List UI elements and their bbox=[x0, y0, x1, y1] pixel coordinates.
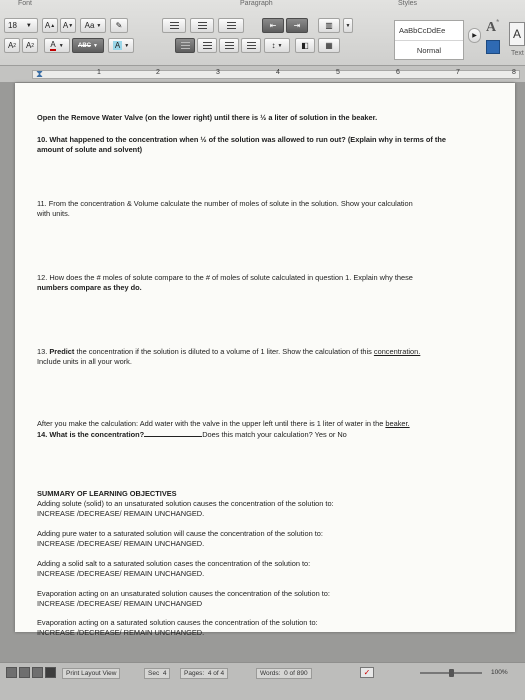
line-spacing-button[interactable] bbox=[264, 38, 290, 53]
multilevel-list-button[interactable] bbox=[218, 18, 244, 33]
columns-dropdown[interactable] bbox=[343, 18, 353, 33]
after-calculation-line: After you make the calculation: Add water with the valve in the upper left until there is 1 liter of water in the beaker. bbox=[37, 419, 410, 428]
columns-button[interactable] bbox=[318, 18, 340, 33]
shading-button[interactable] bbox=[295, 38, 315, 53]
status-bar bbox=[0, 662, 525, 700]
justify-button[interactable] bbox=[241, 38, 261, 53]
indent-icon: ⇥ bbox=[293, 21, 301, 30]
subscript-button[interactable]: A 2 bbox=[22, 38, 38, 53]
section-indicator: Sec 4 bbox=[144, 668, 170, 679]
caret-up-icon: ▲ bbox=[50, 22, 56, 29]
outdent-icon: ⇤ bbox=[269, 21, 277, 30]
summary-2-line-1: Adding pure water to a saturated solution will cause the concentration of the solution to: bbox=[37, 529, 323, 538]
eraser-icon: ✎ bbox=[115, 21, 123, 30]
styles-pane-button[interactable] bbox=[486, 18, 506, 38]
decrease-indent-button[interactable] bbox=[262, 18, 284, 33]
summary-3-line-2: INCREASE /DECREASE/ REMAIN UNCHANGED. bbox=[37, 569, 205, 578]
bullets-icon bbox=[170, 22, 179, 29]
zoom-slider[interactable] bbox=[420, 672, 482, 674]
publishing-view-button[interactable] bbox=[32, 667, 43, 678]
text-box-letter: A bbox=[512, 27, 521, 41]
strikethrough-button[interactable]: ABC ▼ bbox=[72, 38, 104, 53]
text-group-label: Text bbox=[511, 50, 524, 57]
summary-5-line-1: Evaporation acting on a saturated solution causes the concentration of the solution to: bbox=[37, 618, 318, 627]
style-preview: AaBbCcDdEe bbox=[399, 26, 446, 35]
align-right-button[interactable] bbox=[219, 38, 239, 53]
style-divider bbox=[395, 40, 463, 41]
horizontal-ruler[interactable] bbox=[0, 66, 525, 83]
paragraph-group-label: Paragraph bbox=[240, 0, 273, 7]
concentration-word: concentration. bbox=[373, 347, 421, 356]
question-12-line-2: numbers compare as they do. bbox=[37, 283, 142, 292]
text-box-button[interactable] bbox=[509, 22, 525, 46]
subscript-mark: 2 bbox=[31, 42, 35, 49]
align-center-button[interactable] bbox=[197, 38, 217, 53]
summary-1-line-2: INCREASE /DECREASE/ REMAIN UNCHANGED. bbox=[37, 509, 205, 518]
print-layout-view-button[interactable] bbox=[45, 667, 56, 678]
ruler-number: 6 bbox=[396, 69, 400, 76]
summary-1-line-1: Adding solute (solid) to an unsaturated solution causes the concentration of the solution to: bbox=[37, 499, 334, 508]
caret-down-icon: ▼ bbox=[68, 22, 74, 29]
predict-word: Predict bbox=[49, 347, 75, 356]
text-effects-icon: A bbox=[486, 20, 497, 35]
document-page[interactable] bbox=[15, 83, 515, 637]
summary-title: SUMMARY OF LEARNING OBJECTIVES bbox=[37, 489, 177, 498]
align-center-icon bbox=[203, 42, 212, 49]
columns-icon: ▥ bbox=[325, 21, 333, 30]
numbering-icon bbox=[198, 22, 207, 29]
chevron-down-icon: ▼ bbox=[345, 22, 351, 29]
play-icon: ▶ bbox=[472, 33, 477, 39]
superscript-button[interactable]: A 2 bbox=[4, 38, 20, 53]
question-10-line-1: 10. What happened to the concentration when ½ of the solution was allowed to run out? (Explain why in terms of the bbox=[37, 135, 446, 144]
chevron-down-icon: ▼ bbox=[93, 42, 98, 49]
superscript-mark: 2 bbox=[13, 42, 17, 49]
style-gallery-next-button[interactable] bbox=[468, 28, 481, 43]
question-11-line-2: with units. bbox=[37, 209, 70, 218]
question-13-line-2: Include units in all your work. bbox=[37, 357, 132, 366]
proofing-status-icon[interactable]: ✓ bbox=[360, 667, 374, 678]
font-size-select[interactable] bbox=[4, 18, 38, 33]
indent-marker-icon[interactable]: ⧗ bbox=[36, 69, 44, 80]
instruction-remove-valve: Open the Remove Water Valve (on the lower right) until there is ½ a liter of solution in the beaker. bbox=[37, 113, 378, 122]
grow-font-button[interactable]: A ▲ bbox=[42, 18, 58, 33]
borders-button[interactable] bbox=[318, 38, 340, 53]
summary-3-line-1: Adding a solid salt to a saturated solution cases the concentration of the solution to: bbox=[37, 559, 311, 568]
increase-indent-button[interactable] bbox=[286, 18, 308, 33]
chevron-down-icon: ▼ bbox=[58, 42, 64, 49]
shrink-font-button[interactable]: A ▼ bbox=[60, 18, 76, 33]
chevron-down-icon: ▼ bbox=[96, 22, 102, 29]
ruler-number: 2 bbox=[156, 69, 160, 76]
styles-pane-icon[interactable] bbox=[486, 40, 500, 54]
word-count-indicator[interactable]: Words: 0 of 890 bbox=[256, 668, 312, 679]
zoom-level[interactable]: 100% bbox=[491, 669, 508, 676]
bullet-list-button[interactable] bbox=[162, 18, 186, 33]
ruler-number: 7 bbox=[456, 69, 460, 76]
style-name: Normal bbox=[416, 46, 442, 55]
question-14-line: 14. What is the concentration? Does this match your calculation? Yes or No bbox=[37, 430, 347, 439]
ruler-number: 1 bbox=[97, 69, 101, 76]
align-left-icon bbox=[181, 42, 190, 49]
question-13-line-1: 13. Predict the concentration if the solution is diluted to a volume of 1 liter. Show the calculation of this concentration. bbox=[37, 347, 421, 356]
beaker-word: beaker. bbox=[385, 419, 410, 428]
font-size-value: 18 bbox=[8, 21, 17, 30]
outline-view-button[interactable] bbox=[19, 667, 30, 678]
chevron-down-icon: ▼ bbox=[124, 42, 130, 49]
styles-group-label: Styles bbox=[398, 0, 418, 7]
align-right-icon bbox=[225, 42, 234, 49]
borders-icon: ▦ bbox=[325, 41, 333, 50]
sparkle-icon: * bbox=[496, 18, 500, 27]
ruler-number: 8 bbox=[512, 69, 516, 76]
zoom-slider-thumb[interactable] bbox=[449, 669, 454, 677]
style-gallery-normal[interactable] bbox=[394, 20, 464, 60]
ruler-number: 3 bbox=[216, 69, 220, 76]
change-case-button[interactable]: Aa ▼ bbox=[80, 18, 106, 33]
question-10-line-2: amount of solute and solvent) bbox=[37, 145, 143, 154]
chevron-down-icon: ▼ bbox=[277, 42, 283, 49]
summary-4-line-2: INCREASE /DECREASE/ REMAIN UNCHANGED bbox=[37, 599, 203, 608]
page-count-indicator[interactable]: Pages: 4 of 4 bbox=[180, 668, 228, 679]
answer-blank[interactable] bbox=[144, 429, 202, 437]
draft-view-button[interactable] bbox=[6, 667, 17, 678]
summary-4-line-1: Evaporation acting on an unsaturated solution causes the concentration of the solution to: bbox=[37, 589, 330, 598]
ruler-number: 5 bbox=[336, 69, 340, 76]
justify-icon bbox=[247, 42, 256, 49]
summary-5-line-2: INCREASE /DECREASE/ REMAIN UNCHANGED. bbox=[37, 628, 205, 637]
clear-formatting-button[interactable] bbox=[110, 18, 128, 33]
multilevel-icon bbox=[227, 22, 236, 29]
summary-2-line-2: INCREASE /DECREASE/ REMAIN UNCHANGED. bbox=[37, 539, 205, 548]
line-spacing-icon: ↕ bbox=[271, 41, 276, 50]
chevron-down-icon: ▼ bbox=[25, 22, 32, 29]
align-left-button[interactable] bbox=[175, 38, 195, 53]
shading-icon: ◧ bbox=[301, 41, 309, 50]
highlight-button[interactable]: A ▼ bbox=[108, 38, 134, 53]
numbered-list-button[interactable] bbox=[190, 18, 214, 33]
font-group-label: Font bbox=[18, 0, 33, 7]
question-12-line-1: 12. How does the # moles of solute compare to the # of moles of solute calculated in question 1. Explain why these bbox=[37, 273, 413, 282]
question-11-line-1: 11. From the concentration & Volume calculate the number of moles of solute in the solution. Show your calculation bbox=[37, 199, 413, 208]
font-color-button[interactable]: A ▼ bbox=[44, 38, 70, 53]
ruler-number: 4 bbox=[276, 69, 280, 76]
ribbon bbox=[0, 0, 525, 66]
view-name: Print Layout View bbox=[62, 668, 120, 679]
